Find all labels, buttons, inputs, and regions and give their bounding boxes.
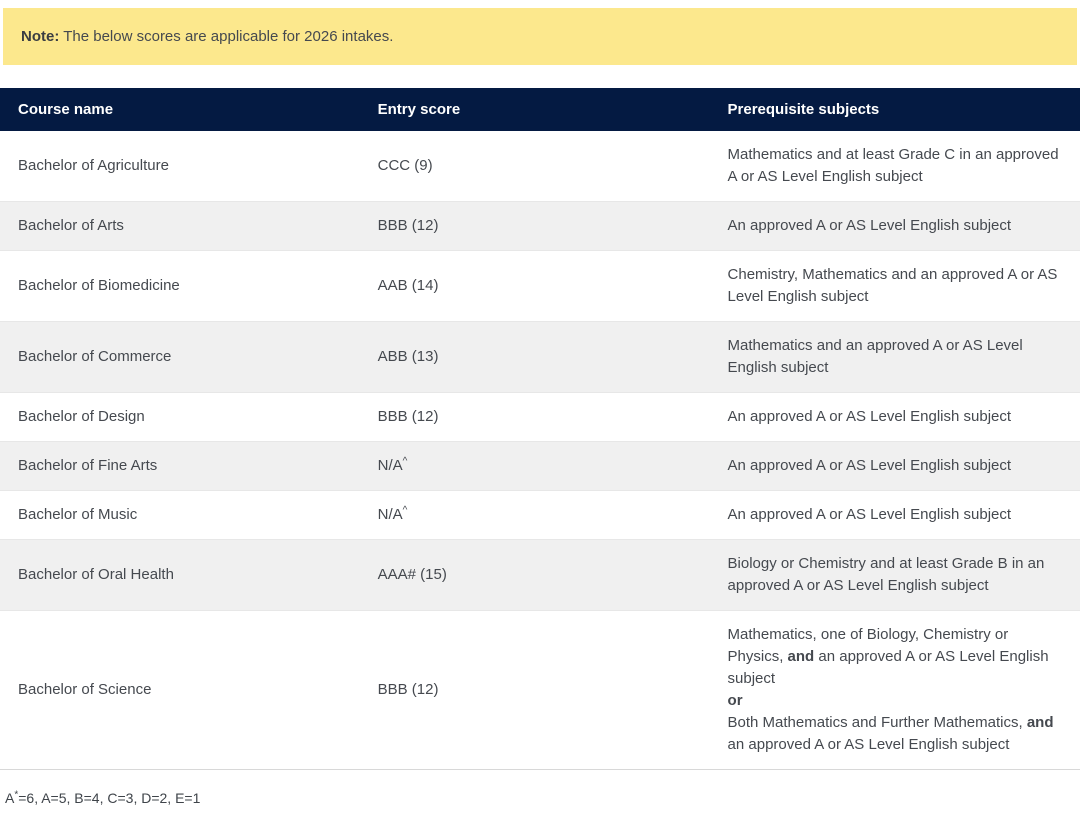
- prerequisite-cell: Biology or Chemistry and at least Grade B in an approved A or AS Level English subject: [727, 555, 1045, 594]
- course-name-cell: Bachelor of Design: [18, 408, 145, 425]
- entry-score-cell: N/A^: [377, 505, 408, 523]
- prerequisite-bold-text: or: [727, 692, 743, 709]
- table-header: [0, 88, 1080, 131]
- table-row: [0, 393, 1080, 442]
- course-name-cell: Bachelor of Commerce: [18, 348, 172, 365]
- course-name-cell: Bachelor of Arts: [18, 217, 124, 234]
- entry-score-cell: AAB (14): [377, 277, 439, 294]
- table-row: [0, 251, 1080, 322]
- prerequisite-cell: Chemistry, Mathematics and an approved A or AS Level English subject: [727, 266, 1058, 305]
- note-banner: [3, 8, 1077, 65]
- table-row: [0, 540, 1080, 611]
- page: [0, 8, 1080, 806]
- prerequisite-cell: Mathematics, one of Biology, Chemistry or Physics, and an approved A or AS Level English subject or Both Mathematics and Further Mathematics, and an approved A or AS Level English subject: [727, 626, 1054, 753]
- entry-score-cell: CCC (9): [377, 157, 433, 174]
- course-name-cell: Bachelor of Oral Health: [18, 566, 174, 583]
- entry-score-cell: N/A^: [377, 456, 408, 474]
- table-row: [0, 202, 1080, 251]
- course-table-body: [0, 131, 1080, 770]
- legend-prefix: A: [5, 790, 15, 806]
- entry-score-cell: BBB (12): [377, 408, 439, 425]
- column-header-prerequisite-subjects: Prerequisite subjects: [727, 101, 880, 118]
- prerequisite-bold-text: and: [787, 648, 815, 665]
- table-row: [0, 442, 1080, 491]
- column-header-course-name: Course name: [18, 101, 114, 118]
- prerequisite-bold-text: and: [1026, 714, 1054, 731]
- prerequisite-cell: An approved A or AS Level English subject: [727, 506, 1012, 523]
- score-superscript: ^: [402, 456, 408, 467]
- entry-score-cell: BBB (12): [377, 681, 439, 698]
- prerequisite-cell: An approved A or AS Level English subject: [727, 457, 1012, 474]
- entry-score-cell: AAA# (15): [377, 566, 447, 583]
- table-row: [0, 131, 1080, 202]
- table-header-row: [0, 88, 1080, 131]
- note-body: The below scores are applicable for 2026 intakes.: [59, 28, 394, 45]
- note-text: [21, 28, 393, 45]
- note-label: Note:: [21, 28, 60, 45]
- course-name-cell: Bachelor of Science: [18, 681, 152, 698]
- prerequisite-cell: Mathematics and at least Grade C in an approved A or AS Level English subject: [727, 146, 1059, 185]
- entry-score-cell: ABB (13): [377, 348, 439, 365]
- course-name-cell: Bachelor of Agriculture: [18, 157, 169, 174]
- course-name-cell: Bachelor of Biomedicine: [18, 277, 180, 294]
- course-table: [0, 88, 1080, 770]
- legend-rest: =6, A=5, B=4, C=3, D=2, E=1: [18, 790, 201, 806]
- legend-superscript: *: [14, 789, 19, 801]
- table-row: [0, 322, 1080, 393]
- column-header-entry-score: Entry score: [377, 101, 461, 118]
- prerequisite-cell: An approved A or AS Level English subject: [727, 217, 1012, 234]
- score-superscript: ^: [402, 505, 408, 516]
- course-name-cell: Bachelor of Fine Arts: [18, 457, 158, 474]
- table-row: [0, 611, 1080, 770]
- course-name-cell: Bachelor of Music: [18, 506, 138, 523]
- prerequisite-cell: An approved A or AS Level English subject: [727, 408, 1012, 425]
- table-row: [0, 491, 1080, 540]
- entry-score-cell: BBB (12): [377, 217, 439, 234]
- score-legend: [5, 790, 1080, 806]
- prerequisite-cell: Mathematics and an approved A or AS Level English subject: [727, 337, 1023, 376]
